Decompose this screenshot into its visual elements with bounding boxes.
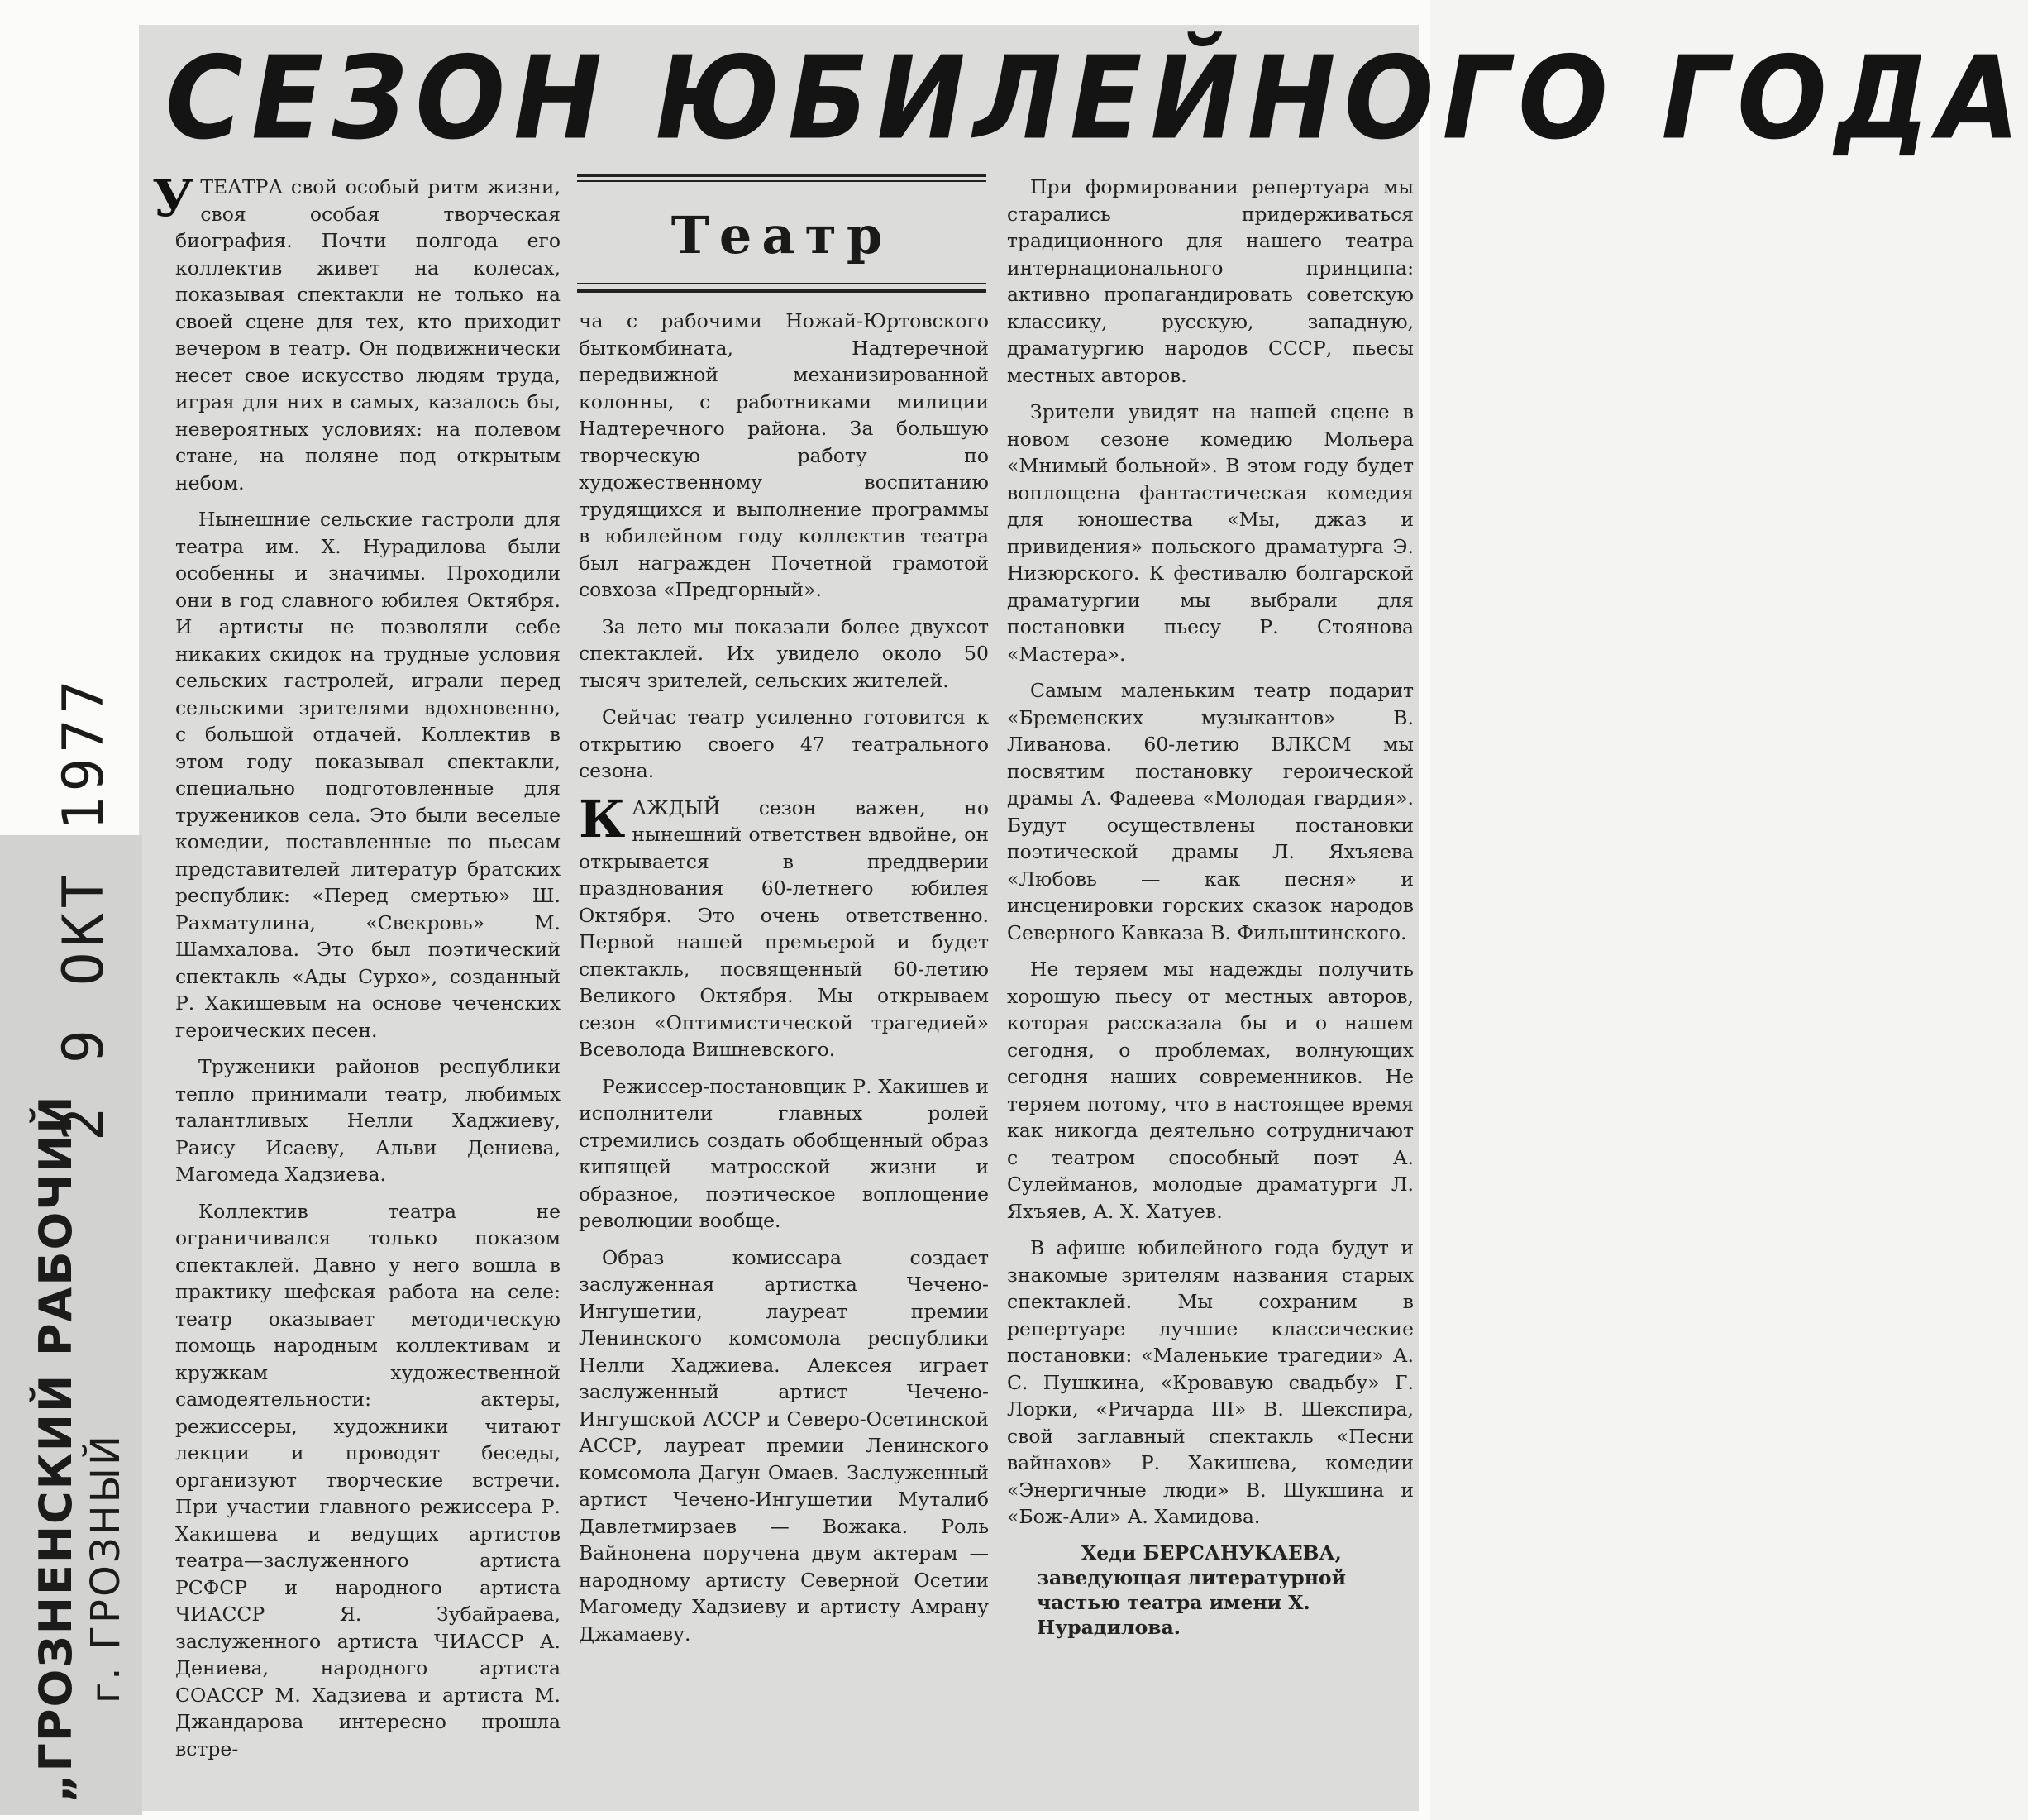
paragraph: Самым маленьким театр подарит «Бременских музыкантов» В. Ливанова. 60-летию ВЛКСМ мы посвятим постановку героической драмы А. Фадеева «Молодая гвардия». Будут осуществлены постановки поэтической драмы Л. Яхъяева «Любовь — как песня» и инсценировки горских сказок народов Северного Кавказа В. Фильштинского.	[1007, 679, 1414, 944]
author-signature	[1007, 1541, 1414, 1640]
paragraph: Труженики районов республики тепло принимали театр, любимых талантливых Нелли Хаджиеву, Раису Исаеву, Альви Дениева, Магомеда Хадзиева.	[175, 1055, 561, 1186]
paragraph: За лето мы показали более двухсот спектаклей. Их увидело около 50 тысяч зрителей, сельских жителей.	[579, 614, 989, 692]
paragraph: Не теряем мы надежды получить хорошую пьесу от местных авторов, которая рассказала бы и о нашем сегодня, о проблемах, волнующих сегодня наших современников. Не теряем потому, что в настоящее время как никогда деятельно сотрудничают с театром способный поэт А. Сулейманов, молодые драматурги Л. Яхъяев, А. Х. Хатуев.	[1007, 958, 1414, 1223]
paragraph: В афише юбилейного года будут и знакомые зрителям названия старых спектаклей. Мы сохраним в репертуаре лучшие классические постановки: «Маленькие трагедии» А. С. Пушкина, «Кровавую свадьбу» Г. Лорки, «Ричарда III» В. Шекспира, свой заглавный спектакль «Песни вайнахов» Р. Хакишева, комедии «Энергичные люди» В. Шукшина и «Бож-Али» А. Хамидова.	[1007, 1236, 1414, 1528]
paragraph: Сейчас театр усиленно готовится к открытию своего 47 театрального сезона.	[579, 705, 989, 782]
rubric-rule-top	[577, 174, 986, 177]
paragraph: Нынешние сельские гастроли для театра им. Х. Нурадилова были особенны и значимы. Проходили они в год славного юбилея Октября. И артисты не позволяли себе никаких скидок на трудные условия сельских гастролей, играли перед сельскими зрителями вдохновенно, с большой отдачей. Коллектив в этом году показывал спектакли, специально подготовленные для тружеников села. Это были веселые комедии, поставленные по пьесам представителей литератур братских республик: «Перед смертью» Ш. Рахматулина, «Свекровь» М. Шамхалова. Это был поэтический спектакль «Ады Сурхо», созданный Р. Хакишевым на основе чеченских героических песен.	[175, 508, 561, 1042]
paragraph: Образ комиссара создает заслуженная артистка Чечено-Ингушетии, лауреат премии Ленинского комсомола республики Нелли Хаджиева. Алексея играет заслуженный артист Чечено-Ингушской АССР и Северо-Осетинской АССР, лауреат премии Ленинского комсомола Дагун Омаев. Заслуженный артист Чечено-Ингушетии Муталиб Давлетмирзаев — Вожака. Роль Вайнонена поручена двум актерам — народному артисту Северной Осетии Магомеду Хадзиеву и артисту Амрану Джамаеву.	[579, 1245, 989, 1646]
rubric-title: Театр	[670, 205, 893, 265]
paragraph: При формировании репертуара мы старались придерживаться традиционного для нашего театра интернационального принципа: активно пропагандировать советскую классику, русскую, западную, драматургию народов СССР, пьесы местных авторов.	[1007, 175, 1414, 387]
rubric-rule-top-thin	[577, 180, 986, 182]
rubric-rule-bottom	[577, 289, 986, 293]
author-name: Хеди БЕРСАНУКАЕВА,	[1081, 1541, 1342, 1564]
paragraph: УТЕАТРА свой особый ритм жизни, своя особая творческая биография. Почти полгода его коллектив живет на колесах, показывая спектакли не только на своей сцене для тех, кто приходит вечером в театр. Он подвижнически несет свое искусство людям труда, играя для них в самых, казалось бы, невероятных условиях: на полевом стане, на поляне под открытым небом.	[152, 168, 561, 494]
newspaper-name-label: „ГРОЗНЕНСКИЙ РАБОЧИЙ	[30, 1094, 82, 1803]
author-role: заведующая литературной частью театра имени Х. Нурадилова.	[1037, 1565, 1347, 1639]
drop-cap: К	[579, 788, 626, 849]
article-headline: СЕЗОН ЮБИЛЕЙНОГО ГОДА	[165, 32, 2028, 165]
paragraph: ча с рабочими Ножай-Юртовского быткомбината, Надтеречной передвижной механизированной колонны, с работниками милиции Надтеречного района. За большую творческую работу по художественному воспитанию трудящихся и выполнение программы в юбилейном году коллектив театра был награжден Почетной грамотой совхоза «Предгорный».	[579, 309, 989, 601]
city-label: г. ГРОЗНЫЙ	[83, 1433, 129, 1703]
archive-date-stamp: 2 9 ОКТ 1977	[51, 675, 117, 1141]
paragraph: Коллектив театра не ограничивался только показом спектаклей. Давно у него вошла в практику шефская работа на селе: театр оказывает методическую помощь народным коллективам и кружкам художественной самодеятельности: актеры, режиссеры, художники читают лекции и проводят беседы, организуют творческие встречи. При участии главного режиссера Р. Хакишева и ведущих артистов театра—заслуженного артиста РСФСР и народного артиста ЧИАССР Я. Зубайраева, заслуженного артиста ЧИАССР А. Дениева, народного артиста СОАССР М. Хадзиева и артиста М. Джандарова интересно прошла встре-	[175, 1199, 561, 1760]
article-column-3	[1007, 174, 1414, 1807]
rubric-rule-bottom-thin	[577, 283, 986, 284]
paragraph: КАЖДЫЙ сезон важен, но нынешний ответствен вдвойне, он открывается в преддверии празднования 60-летнего юбилея Октября. Это очень ответственно. Первой нашей премьерой и будет спектакль, посвященный 60-летию Великого Октября. Мы открываем сезон «Оптимистической трагедией» Всеволода Вишневского.	[579, 788, 989, 1061]
paragraph: Зрители увидят на нашей сцене в новом сезоне комедию Мольера «Мнимый больной». В этом году будет воплощена фантастическая комедия для юношества «Мы, джаз и привидения» польского драматурга Э. Низюрского. К фестивалю болгарской драматургии мы выбрали для постановки пьесу Р. Стоянова «Мастера».	[1007, 400, 1414, 666]
section-rubric	[577, 174, 986, 298]
paragraph: Режиссер-постановщик Р. Хакишев и исполнители главных ролей стремились создать обобщенный образ кипящей матросской жизни и образное, поэтическое воплощение революции вообще.	[579, 1074, 989, 1232]
article-column-1	[152, 168, 561, 1794]
drop-cap: У	[152, 168, 194, 228]
article-column-2	[579, 308, 989, 1804]
